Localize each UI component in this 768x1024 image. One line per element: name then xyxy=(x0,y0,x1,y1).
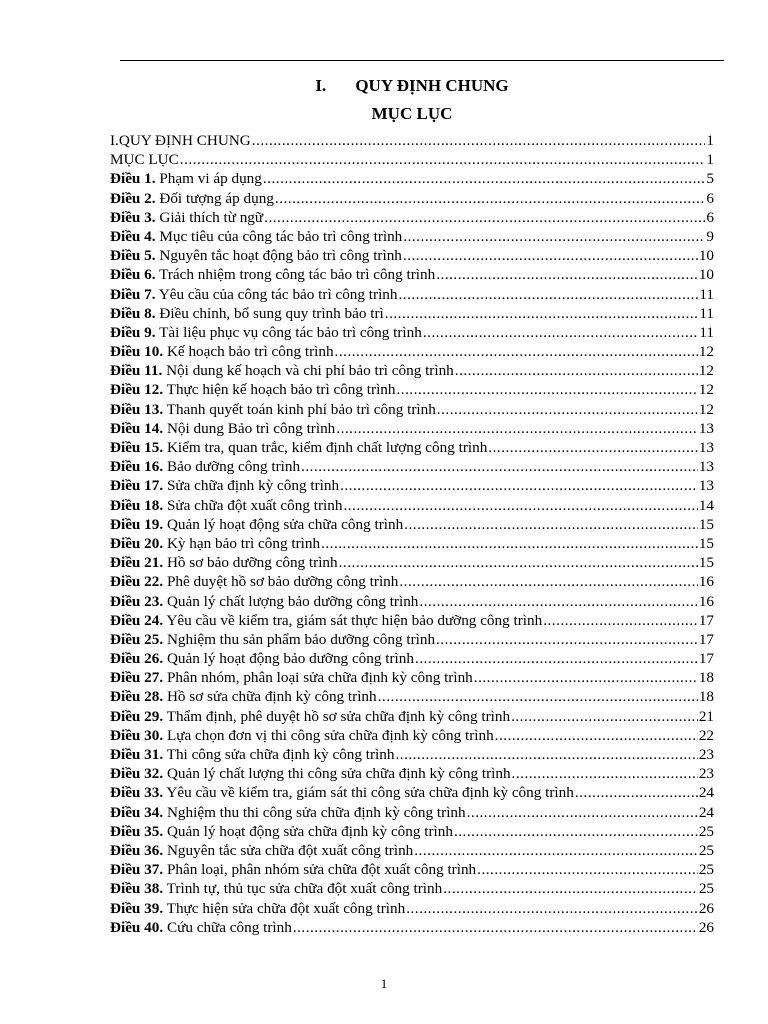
toc-entry-label: Điều 26. xyxy=(110,650,164,668)
toc-entry-label: Điều 9. xyxy=(110,323,156,341)
toc-entry-title xyxy=(110,553,338,572)
toc-entry[interactable] xyxy=(110,630,714,649)
toc-entry[interactable] xyxy=(110,150,714,169)
toc-entry-text: Nội dung Bảo trì công trình xyxy=(163,419,336,437)
toc-entry-label: Điều 25. xyxy=(110,630,164,648)
toc-entry[interactable] xyxy=(110,764,714,783)
toc-entry-text: Phân loại, phân nhóm sửa chữa đột xuất công trình xyxy=(163,861,477,879)
toc-leader-dots xyxy=(436,630,698,649)
toc-entry-text: Lựa chọn đơn vị thi công sửa chữa định kỳ công trình xyxy=(163,726,494,744)
toc-entry-text: Cứu chữa công trình xyxy=(163,918,292,936)
toc-entry-text: Kỳ hạn bảo trì công trình xyxy=(163,534,321,552)
toc-entry-label: Điều 20. xyxy=(110,534,164,552)
toc-entry-label: Điều 31. xyxy=(110,746,164,763)
toc-entry-text: Nội dung kế hoạch và chi phí bảo trì công trình xyxy=(162,362,454,380)
toc-entry-label: I.QUY ĐỊNH CHUNG xyxy=(110,132,251,149)
toc-leader-dots xyxy=(301,457,698,476)
toc-entry-text: Tài liệu phục vụ công tác bảo trì công trình xyxy=(155,323,422,341)
toc-entry[interactable] xyxy=(110,572,714,591)
toc-leader-dots xyxy=(437,400,698,419)
toc-entry[interactable] xyxy=(110,841,714,860)
toc-entry-page: 23 xyxy=(698,746,714,763)
toc-entry-text: Hồ sơ sửa chữa định kỳ công trình xyxy=(163,688,377,706)
toc-entry-title xyxy=(110,457,300,476)
toc-entry-text: Nguyên tắc hoạt động bảo trì công trình xyxy=(155,247,402,265)
toc-entry-page: 6 xyxy=(706,208,714,226)
toc-entry-page: 25 xyxy=(698,880,714,898)
toc-entry-page: 1 xyxy=(706,132,714,149)
toc-entry[interactable] xyxy=(110,380,714,399)
toc-entry-text: Quản lý hoạt động bảo dưỡng công trình xyxy=(163,650,414,668)
toc-entry-title xyxy=(110,918,292,937)
toc-entry-text: Mục tiêu của công tác bảo trì công trình xyxy=(155,227,403,245)
toc-leader-dots xyxy=(385,304,699,323)
toc-entry-label: Điều 17. xyxy=(110,477,164,495)
toc-entry-label: Điều 2. xyxy=(110,189,156,207)
toc-leader-dots xyxy=(339,553,698,572)
toc-entry[interactable] xyxy=(110,611,714,630)
header-rule xyxy=(120,60,724,61)
toc-entry-title xyxy=(110,265,435,284)
toc-entry-page: 21 xyxy=(698,707,714,725)
toc-entry-label: Điều 27. xyxy=(110,669,164,687)
toc-entry-label: Điều 4. xyxy=(110,227,156,245)
toc-entry-page: 12 xyxy=(698,381,714,399)
toc-entry-page: 9 xyxy=(706,227,714,245)
toc-entry-page: 17 xyxy=(698,611,714,629)
toc-leader-dots xyxy=(436,265,698,284)
toc-leader-dots xyxy=(455,361,698,380)
toc-entry-title xyxy=(110,419,335,438)
toc-leader-dots xyxy=(474,668,698,687)
toc-leader-dots xyxy=(443,879,698,898)
toc-entry[interactable] xyxy=(110,918,714,937)
toc-entry[interactable] xyxy=(110,783,714,802)
section-heading xyxy=(110,76,714,96)
toc-entry-page: 13 xyxy=(698,439,714,456)
toc-entry-label: Điều 39. xyxy=(110,899,164,917)
toc-entry-title xyxy=(110,630,435,649)
toc-entry[interactable] xyxy=(110,515,714,534)
toc-entry-title xyxy=(110,687,377,706)
toc-entry[interactable] xyxy=(110,419,714,438)
toc-leader-dots xyxy=(406,899,698,918)
toc-entry-title xyxy=(110,304,384,323)
toc-leader-dots xyxy=(396,380,697,399)
toc-entry[interactable] xyxy=(110,457,714,476)
toc-entry[interactable] xyxy=(110,860,714,879)
toc-entry-text: Phân nhóm, phân loại sửa chữa định kỳ công trình xyxy=(163,669,473,687)
toc-entry-text: Quản lý hoạt động sửa chữa công trình xyxy=(163,515,404,533)
toc-entry-label: Điều 6. xyxy=(110,266,156,284)
toc-entry-label: Điều 28. xyxy=(110,688,164,706)
toc-leader-dots xyxy=(575,783,698,802)
toc-leader-dots xyxy=(264,208,705,227)
toc-entry-page: 22 xyxy=(698,726,714,744)
toc-entry-page: 15 xyxy=(698,554,714,572)
toc-entry-title xyxy=(110,534,320,553)
toc-entry-page: 11 xyxy=(699,304,714,322)
toc-entry-label: Điều 10. xyxy=(110,343,164,361)
toc-entry-title xyxy=(110,745,394,764)
toc-entry-text: Quản lý chất lượng thi công sửa chữa định kỳ công trình xyxy=(163,765,511,783)
toc-entry-text: Nghiệm thu sản phẩm bảo dưỡng công trình xyxy=(163,630,436,648)
toc-entry-page: 24 xyxy=(698,803,714,821)
toc-leader-dots xyxy=(488,438,698,457)
toc-leader-dots xyxy=(340,476,698,495)
toc-entry[interactable] xyxy=(110,496,714,515)
toc-entry-page: 5 xyxy=(706,170,714,188)
toc-entry-title xyxy=(110,246,402,265)
toc-entry-title xyxy=(110,380,395,399)
toc-entry-label: Điều 13. xyxy=(110,400,164,418)
toc-leader-dots xyxy=(252,131,706,150)
toc-entry-text: Yêu cầu về kiểm tra, giám sát thực hiện bảo dưỡng công trình xyxy=(163,611,543,629)
toc-entry-title xyxy=(110,342,334,361)
toc-entry-page: 25 xyxy=(698,822,714,840)
toc-entry-title xyxy=(110,726,494,745)
toc-entry[interactable] xyxy=(110,553,714,572)
toc-entry-title xyxy=(110,131,251,150)
toc-entry-page: 14 xyxy=(698,496,714,514)
toc-entry-title xyxy=(110,649,414,668)
toc-entry-title xyxy=(110,860,476,879)
toc-entry-label: Điều 5. xyxy=(110,247,156,265)
toc-leader-dots xyxy=(414,841,698,860)
toc-entry-label: Điều 30. xyxy=(110,726,164,744)
toc-leader-dots xyxy=(543,611,698,630)
toc-entry-text: Thực hiện kế hoạch bảo trì công trình xyxy=(163,381,396,399)
toc-leader-dots xyxy=(336,419,698,438)
toc-entry-page: 12 xyxy=(698,400,714,418)
toc-leader-dots xyxy=(511,707,698,726)
toc-entry-text: Sửa chữa đột xuất công trình xyxy=(163,496,343,514)
toc-leader-dots xyxy=(293,918,698,937)
toc-entry-page: 26 xyxy=(698,918,714,936)
toc-entry[interactable] xyxy=(110,822,714,841)
toc-entry-title xyxy=(110,879,442,898)
toc-entry-title xyxy=(110,361,454,380)
toc-entry-title xyxy=(110,285,397,304)
toc-entry-label: Điều 40. xyxy=(110,918,164,936)
toc-entry[interactable] xyxy=(110,400,714,419)
toc-entry-label: Điều 19. xyxy=(110,515,164,533)
toc-entry-page: 13 xyxy=(698,477,714,495)
toc-entry-title xyxy=(110,515,403,534)
toc-leader-dots xyxy=(419,592,697,611)
toc-entry[interactable] xyxy=(110,131,714,150)
toc-entry-page: 18 xyxy=(698,669,714,687)
toc-entry-page: 1 xyxy=(706,151,714,169)
toc-entry-page: 18 xyxy=(698,688,714,706)
toc-leader-dots xyxy=(335,342,698,361)
toc-entry-title xyxy=(110,227,402,246)
toc-leader-dots xyxy=(343,496,697,515)
toc-entry-label: Điều 32. xyxy=(110,765,164,783)
toc-entry-label: Điều 14. xyxy=(110,419,164,437)
toc-leader-dots xyxy=(378,687,698,706)
toc-entry[interactable] xyxy=(110,707,714,726)
toc-entry-page: 25 xyxy=(698,841,714,859)
toc-leader-dots xyxy=(180,150,706,169)
toc-entry[interactable] xyxy=(110,899,714,918)
toc-entry[interactable] xyxy=(110,745,714,764)
toc-entry-label: Điều 16. xyxy=(110,458,164,476)
toc-entry-label: Điều 1. xyxy=(110,170,156,188)
toc-entry-text: Điều chỉnh, bổ sung quy trình bảo trì xyxy=(155,304,384,322)
toc-entry-page: 11 xyxy=(699,323,714,341)
toc-entry-text: Kiểm tra, quan trắc, kiểm định chất lượng công trình xyxy=(163,439,488,456)
toc-entry[interactable] xyxy=(110,285,714,304)
toc-entry-page: 25 xyxy=(698,861,714,879)
toc-entry[interactable] xyxy=(110,323,714,342)
toc-entry-text: Yêu cầu về kiểm tra, giám sát thi công sửa chữa định kỳ công trình xyxy=(163,784,574,802)
toc-entry[interactable] xyxy=(110,342,714,361)
toc-entry[interactable] xyxy=(110,189,714,208)
toc-leader-dots xyxy=(495,726,698,745)
toc-entry[interactable] xyxy=(110,726,714,745)
toc-title: MỤC LỤC xyxy=(371,104,453,123)
toc-entry-page: 17 xyxy=(698,650,714,668)
toc-entry[interactable] xyxy=(110,208,714,227)
toc-entry[interactable] xyxy=(110,265,714,284)
toc-entry-page: 16 xyxy=(698,592,714,610)
table-of-contents xyxy=(110,131,714,937)
section-number: I. xyxy=(315,76,327,95)
toc-leader-dots xyxy=(403,227,705,246)
toc-entry-text: Trách nhiệm trong công tác bảo trì công trình xyxy=(155,266,436,284)
toc-entry-page: 13 xyxy=(698,458,714,476)
toc-entry-title xyxy=(110,668,473,687)
toc-leader-dots xyxy=(415,649,698,668)
toc-entry-label: Điều 3. xyxy=(110,208,156,226)
toc-entry-title xyxy=(110,150,179,169)
toc-leader-dots xyxy=(512,764,698,783)
toc-entry-title xyxy=(110,611,542,630)
toc-entry-label: Điều 37. xyxy=(110,861,164,879)
toc-leader-dots xyxy=(263,169,706,188)
toc-entry-page: 12 xyxy=(698,343,714,361)
toc-entry-text: Kế hoạch bảo trì công trình xyxy=(163,343,334,361)
toc-entry[interactable] xyxy=(110,592,714,611)
toc-leader-dots xyxy=(399,572,697,591)
toc-entry-title xyxy=(110,764,511,783)
toc-entry[interactable] xyxy=(110,246,714,265)
toc-entry-text: Yêu cầu của công tác bảo trì công trình xyxy=(155,285,398,303)
toc-leader-dots xyxy=(403,246,698,265)
toc-entry-label: Điều 8. xyxy=(110,304,156,322)
toc-entry-page: 15 xyxy=(698,534,714,552)
toc-entry[interactable] xyxy=(110,687,714,706)
toc-leader-dots xyxy=(467,803,698,822)
toc-leader-dots xyxy=(398,285,698,304)
toc-entry-page: 26 xyxy=(698,899,714,917)
toc-entry[interactable] xyxy=(110,534,714,553)
toc-entry-page: 23 xyxy=(698,765,714,783)
toc-entry-title xyxy=(110,822,453,841)
toc-entry-page: 15 xyxy=(698,515,714,533)
toc-entry-page: 10 xyxy=(698,266,714,284)
toc-entry-label: Điều 29. xyxy=(110,707,164,725)
toc-entry-label: Điều 38. xyxy=(110,880,164,898)
toc-entry-title xyxy=(110,592,418,611)
toc-entry-title xyxy=(110,189,274,208)
toc-entry-label: Điều 36. xyxy=(110,841,164,859)
toc-entry-label: Điều 18. xyxy=(110,496,164,514)
toc-entry[interactable] xyxy=(110,361,714,380)
toc-entry[interactable] xyxy=(110,304,714,323)
toc-entry-text: Bảo dưỡng công trình xyxy=(163,458,301,476)
toc-entry-label: Điều 33. xyxy=(110,784,164,802)
toc-entry-title xyxy=(110,707,510,726)
toc-entry-title xyxy=(110,169,262,188)
toc-entry-page: 6 xyxy=(706,189,714,207)
toc-entry-text: Nghiệm thu thi công sửa chữa định kỳ công trình xyxy=(163,803,466,821)
toc-entry-label: Điều 7. xyxy=(110,285,156,303)
toc-entry-text: Hồ sơ bảo dưỡng công trình xyxy=(163,554,338,572)
toc-entry-label: MỤC LỤC xyxy=(110,151,179,169)
toc-entry[interactable] xyxy=(110,476,714,495)
toc-entry-text: Thẩm định, phê duyệt hồ sơ sửa chữa định kỳ công trình xyxy=(163,707,511,725)
toc-leader-dots xyxy=(404,515,698,534)
toc-entry-page: 17 xyxy=(698,630,714,648)
toc-entry-text: Phạm vi áp dụng xyxy=(155,170,262,188)
toc-entry-title xyxy=(110,841,413,860)
toc-entry[interactable] xyxy=(110,649,714,668)
toc-entry-page: 16 xyxy=(698,573,714,591)
toc-entry-label: Điều 22. xyxy=(110,573,164,591)
toc-entry[interactable] xyxy=(110,227,714,246)
toc-entry-title xyxy=(110,323,422,342)
toc-leader-dots xyxy=(321,534,698,553)
toc-entry-page: 10 xyxy=(698,247,714,265)
toc-entry-text: Thực hiện sửa chữa đột xuất công trình xyxy=(163,899,406,917)
toc-entry-label: Điều 34. xyxy=(110,803,164,821)
toc-entry-text: Thi công sửa chữa định kỳ công trình xyxy=(163,746,395,763)
toc-entry-label: Điều 24. xyxy=(110,611,164,629)
toc-entry-text: Phê duyệt hồ sơ bảo dưỡng công trình xyxy=(163,573,399,591)
toc-entry-title xyxy=(110,208,263,227)
toc-entry-label: Điều 35. xyxy=(110,822,164,840)
toc-entry-title xyxy=(110,783,574,802)
toc-entry[interactable] xyxy=(110,438,714,457)
toc-entry[interactable] xyxy=(110,668,714,687)
toc-entry-title xyxy=(110,572,398,591)
toc-entry-text: Quản lý hoạt động sửa chữa định kỳ công trình xyxy=(163,822,453,840)
toc-entry-title xyxy=(110,899,405,918)
toc-entry-text: Thanh quyết toán kinh phí bảo trì công trình xyxy=(163,400,436,418)
toc-entry-text: Sửa chữa định kỳ công trình xyxy=(163,477,340,495)
toc-entry-label: Điều 21. xyxy=(110,554,164,572)
toc-entry-label: Điều 11. xyxy=(110,362,163,380)
toc-entry[interactable] xyxy=(110,803,714,822)
toc-entry-text: Trình tự, thủ tục sửa chữa đột xuất công trình xyxy=(163,880,443,898)
toc-entry[interactable] xyxy=(110,169,714,188)
toc-entry-title xyxy=(110,476,339,495)
toc-entry-label: Điều 23. xyxy=(110,592,164,610)
toc-leader-dots xyxy=(395,745,697,764)
toc-entry[interactable] xyxy=(110,879,714,898)
toc-entry-text: Quản lý chất lượng bảo dưỡng công trình xyxy=(163,592,419,610)
toc-entry-text: Đối tượng áp dụng xyxy=(155,189,274,207)
toc-entry-label: Điều 15. xyxy=(110,439,164,456)
toc-entry-title xyxy=(110,496,342,515)
toc-leader-dots xyxy=(423,323,699,342)
toc-entry-label: Điều 12. xyxy=(110,381,164,399)
toc-entry-text: Giải thích từ ngữ xyxy=(155,208,264,226)
toc-leader-dots xyxy=(454,822,698,841)
section-title: QUY ĐỊNH CHUNG xyxy=(355,76,509,95)
toc-entry-title xyxy=(110,803,466,822)
toc-entry-title xyxy=(110,400,436,419)
page-number: 1 xyxy=(380,976,388,991)
toc-entry-page: 11 xyxy=(699,285,714,303)
toc-entry-title xyxy=(110,438,487,457)
toc-leader-dots xyxy=(477,860,698,879)
toc-leader-dots xyxy=(275,189,705,208)
toc-entry-text: Nguyên tắc sửa chữa đột xuất công trình xyxy=(163,841,414,859)
toc-entry-page: 12 xyxy=(698,362,714,380)
toc-entry-page: 13 xyxy=(698,419,714,437)
toc-entry-page: 24 xyxy=(698,784,714,802)
